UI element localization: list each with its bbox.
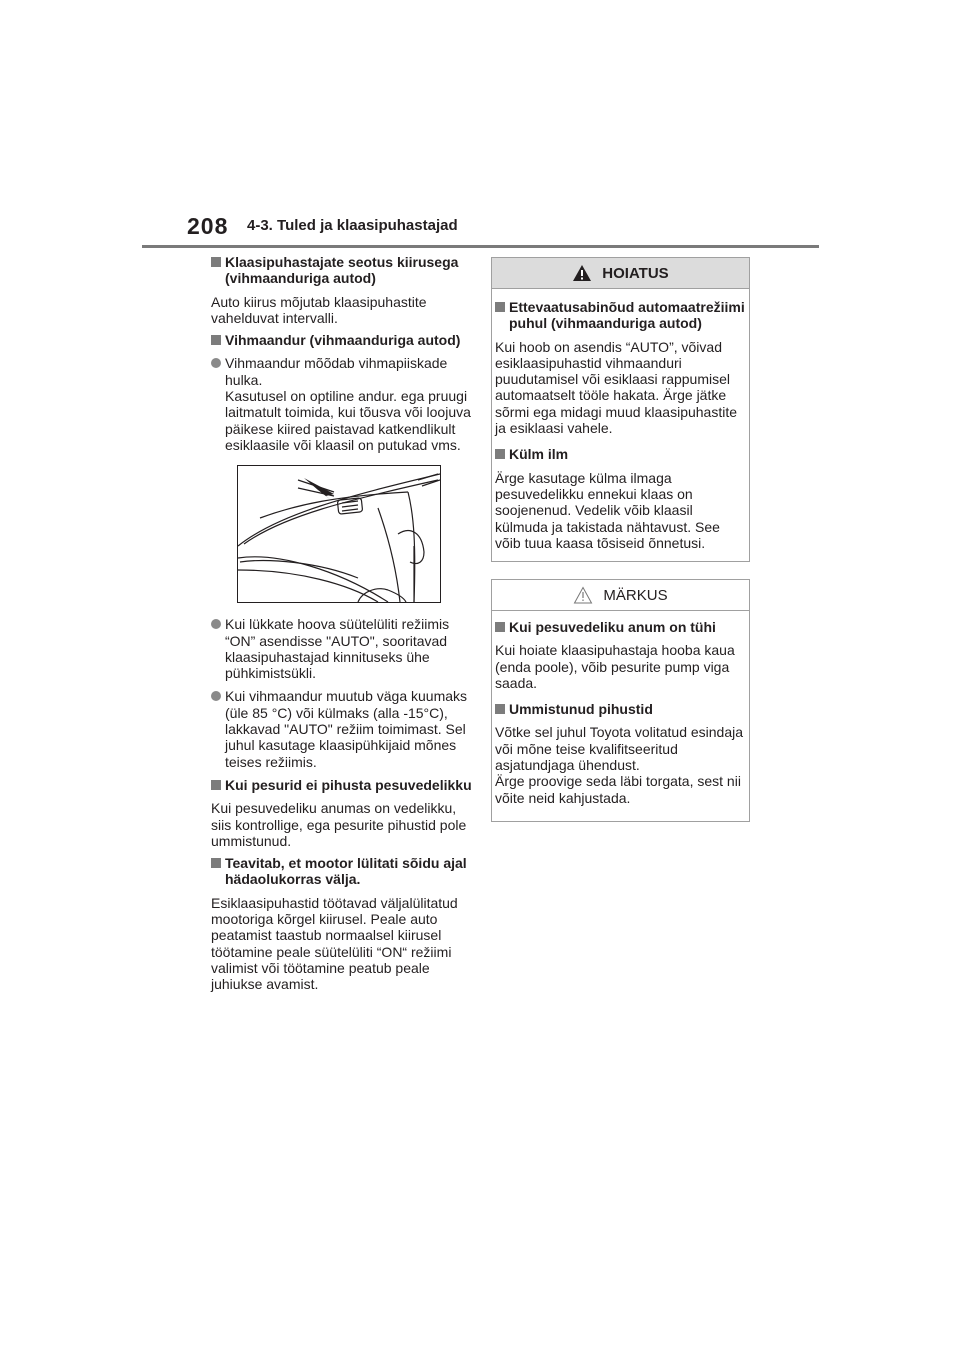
left-column <box>211 254 473 999</box>
square-bullet-icon <box>211 780 221 790</box>
notice-triangle-icon <box>573 586 593 604</box>
bullet-item: Vihmaandur mõõdab vihmapiiskade hulka. Kasutusel on optiline andur. ega pruugi laitmatult toimida, kui tõusva või loojuva päikese kiired paistavad katkendlikult esiklaasile või klaasil on putukad vms. <box>211 355 473 453</box>
square-bullet-icon <box>495 704 505 714</box>
square-bullet-icon <box>211 335 221 345</box>
paragraph: Võtke sel juhul Toyota volitatud esindaja või mõne teise kvalifitseeritud asjatundjaga ühendust. Ärge proovige seda läbi torgata, sest nii võite neid kahjustada. <box>495 724 744 806</box>
warning-box <box>491 257 750 562</box>
paragraph: Kui hoob on asendis “AUTO”, võivad esiklaasipuhastid vihmaanduri puudutamisel või esiklaasi rappumisel automaatselt tööle hakata. Ärge jätke sõrmi ega midagi muud klaasipuhastite ja esiklaasi vahele. <box>495 338 738 437</box>
section-heading: Kui pesuvedeliku anum on tühi <box>495 619 746 635</box>
section-heading: Vihmaandur (vihmaanduriga autod) <box>211 332 473 348</box>
circle-bullet-icon <box>211 358 221 368</box>
warning-triangle-icon <box>572 264 592 282</box>
notice-box <box>491 579 750 822</box>
header-rule <box>142 245 819 248</box>
section-heading: Külm ilm <box>495 446 746 462</box>
rain-sensor-illustration <box>237 465 441 603</box>
section-heading: Klaasipuhastajate seotus kiirusega (vihmaanduriga autod) <box>211 254 473 287</box>
section-heading: Kui pesurid ei pihusta pesuvedelikku <box>211 777 473 793</box>
section-heading: Ummistunud pihustid <box>495 701 746 717</box>
paragraph: Esiklaasipuhastid töötavad väljalülitatud mootoriga kõrgel kiirusel. Peale auto peatamist taastub normaalsel kiirusel töötamine peale süütelüliti “ON“ režiimi valimist või töötamine peatub peale juhiukse avamist. <box>211 894 458 993</box>
chapter-title: 4-3. Tuled ja klaasipuhastajad <box>247 217 458 234</box>
square-bullet-icon <box>211 257 221 267</box>
paragraph: Auto kiirus mõjutab klaasipuhastite vahelduvat intervalli. <box>211 293 427 326</box>
windshield-sensor-icon <box>238 466 440 602</box>
section-heading: Teavitab, et mootor lülitati sõidu ajal hädaolukorras välja. <box>211 855 473 888</box>
bullet-item: Kui lükkate hoova süütelüliti režiimis “ON” asendisse "AUTO", sooritavad klaasipuhastajad kinnituseks ühe pühkimistsükli. <box>211 616 473 681</box>
notice-title: MÄRKUS <box>492 580 749 611</box>
right-column <box>491 257 750 822</box>
square-bullet-icon <box>211 858 221 868</box>
circle-bullet-icon <box>211 619 221 629</box>
square-bullet-icon <box>495 622 505 632</box>
paragraph: Ärge kasutage külma ilmaga pesuvedelikku ennekui klaas on soojenenud. Vedelik võib klaasil külmuda ja takistada nähtavust. See võib tuua kaasa tõsiseid õnnetusi. <box>495 469 720 551</box>
square-bullet-icon <box>495 302 505 312</box>
square-bullet-icon <box>495 449 505 459</box>
bullet-item: Kui vihmaandur muutub väga kuumaks (üle 85 °C) või külmaks (alla -15°C), lakkavad "AUTO" režiim toimimast. Sel juhul kasutage klaasipühkijaid mõnes teises režiimis. <box>211 688 473 769</box>
page-number: 208 <box>187 213 229 239</box>
paragraph: Kui pesuvedeliku anumas on vedelikku, siis kontrollige, ega pesurite pihustid pole ummistunud. <box>211 800 467 849</box>
section-heading: Ettevaatusabinõud automaatrežiimi puhul (vihmaanduriga autod) <box>495 299 746 332</box>
circle-bullet-icon <box>211 691 221 701</box>
paragraph: Kui hoiate klaasipuhastaja hooba kaua (enda poole), võib pesurite pump viga saada. <box>495 642 735 691</box>
warning-title: HOIATUS <box>492 258 749 289</box>
